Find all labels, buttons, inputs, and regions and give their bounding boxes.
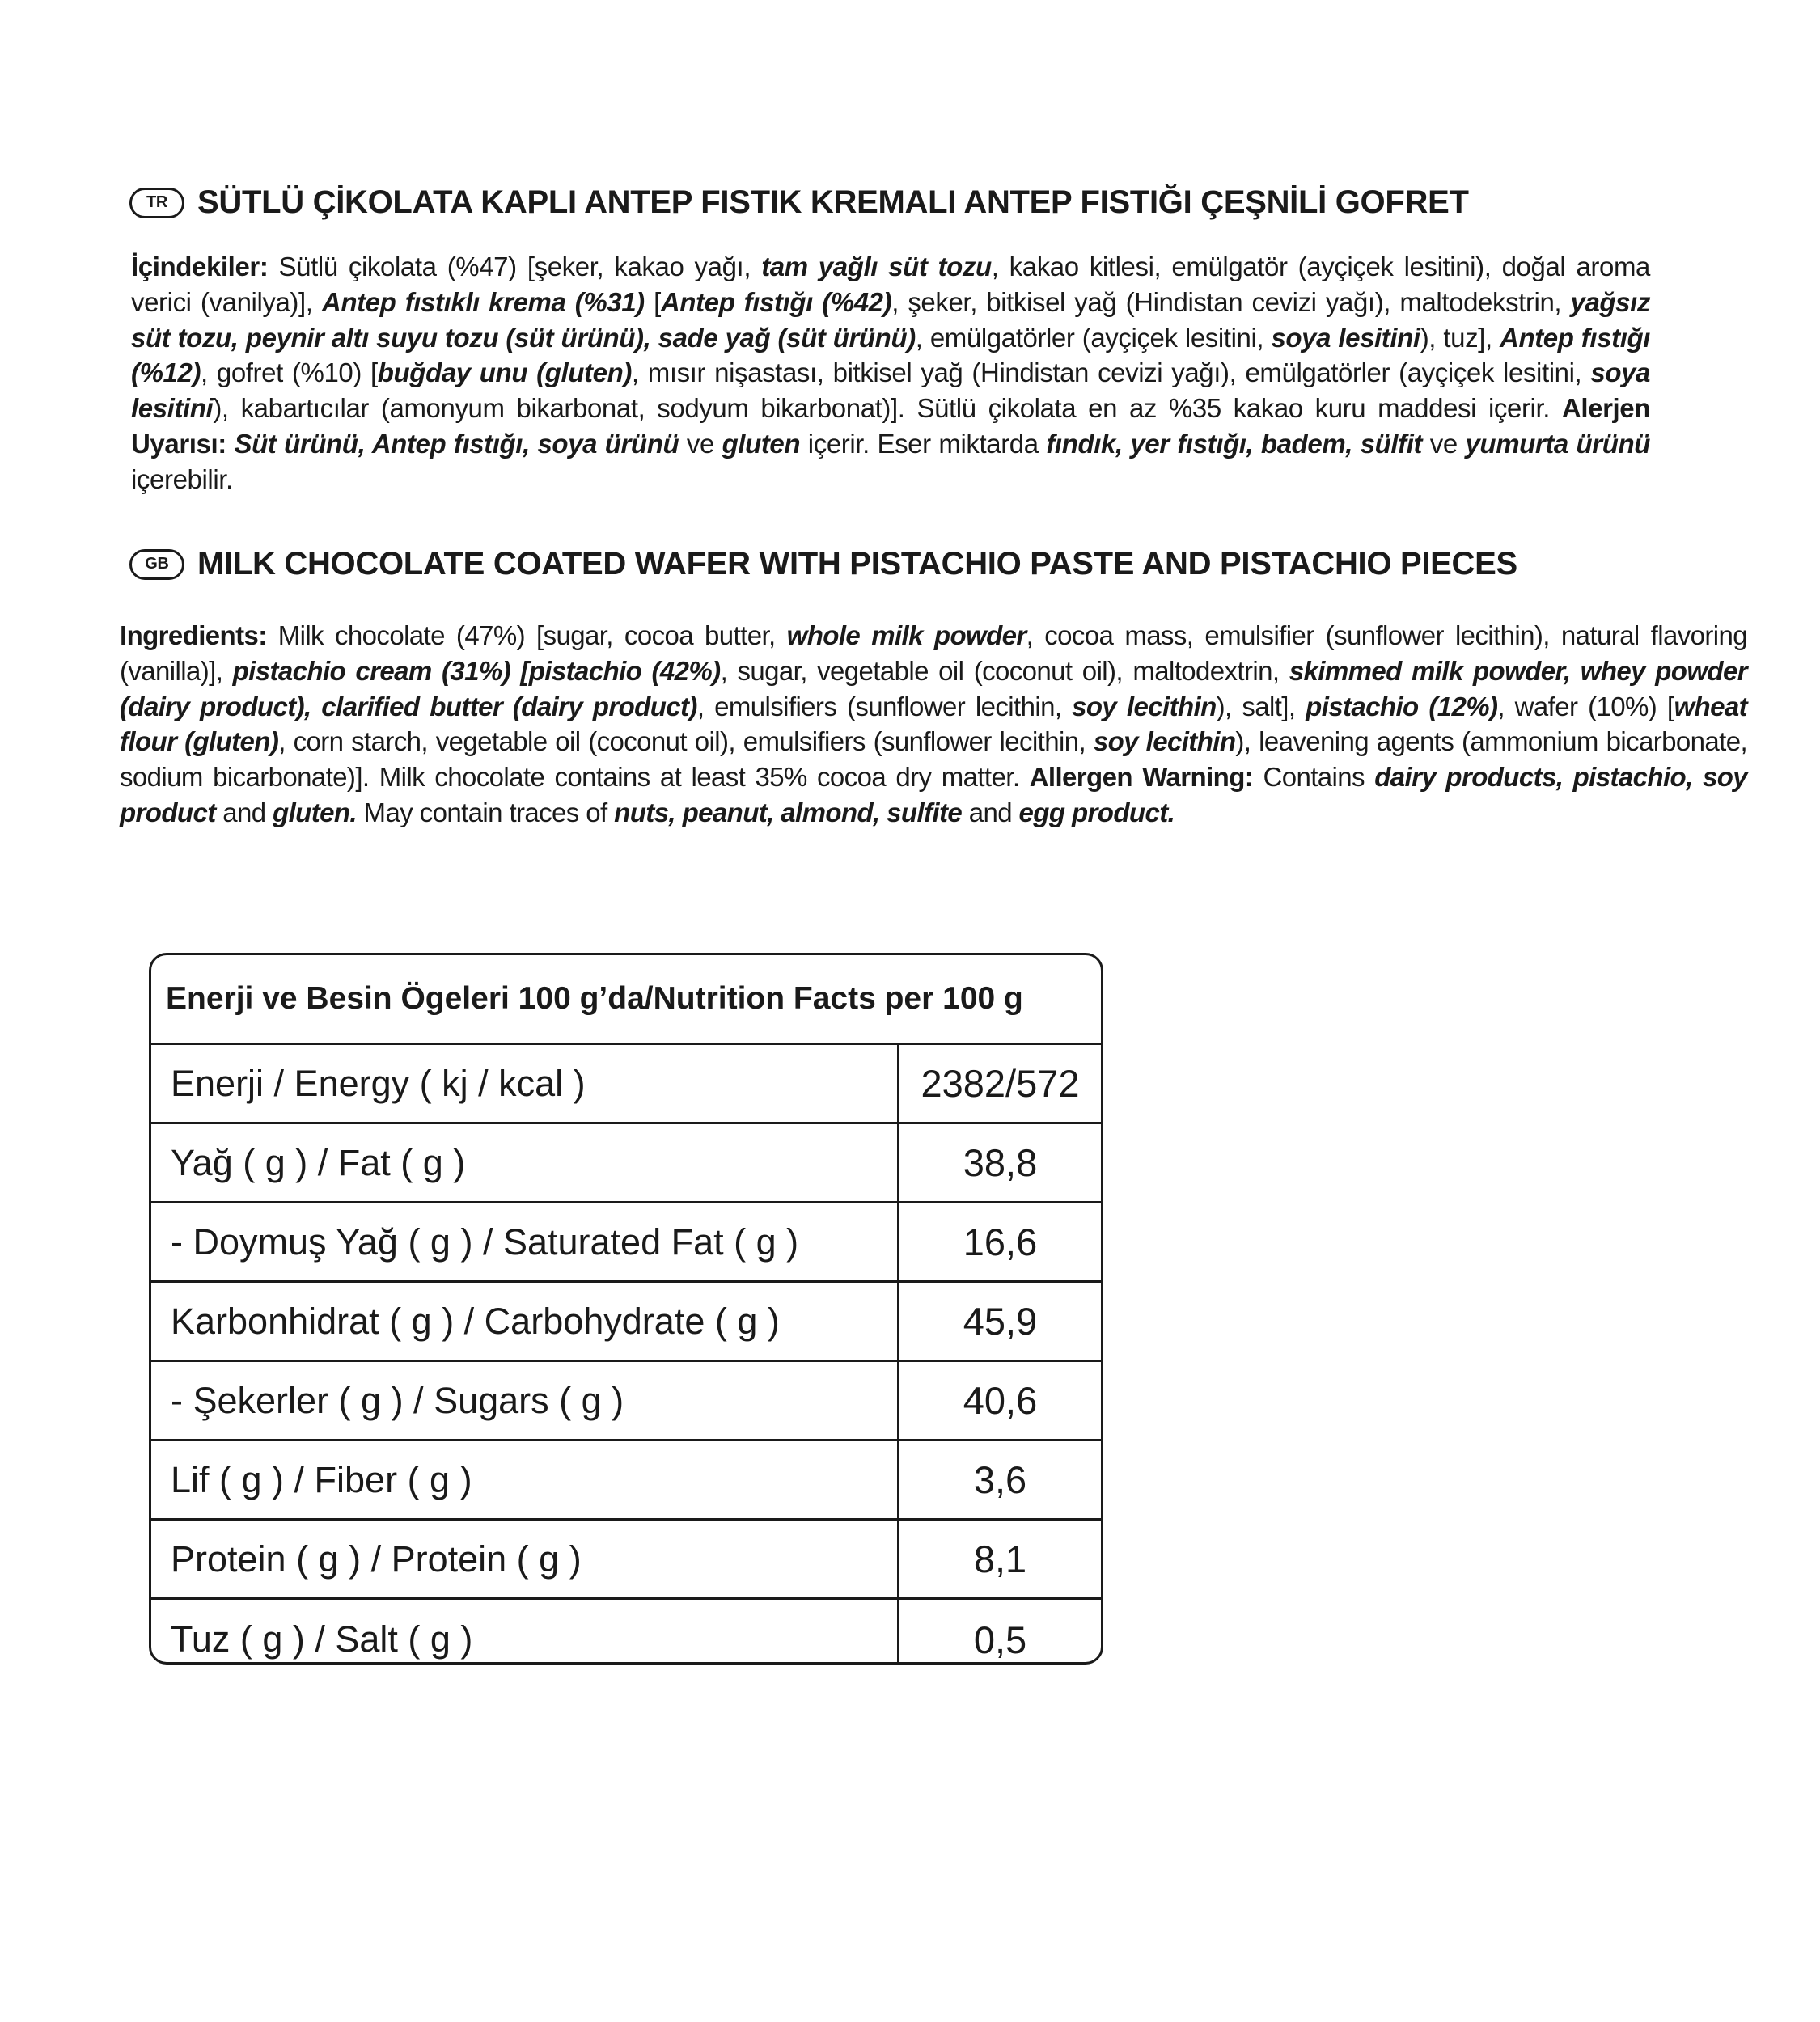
tr-ingredient-segment: , emülgatörler (ayçiçek lesitini, <box>915 322 1272 353</box>
nutrition-row <box>151 1521 1101 1600</box>
nutrition-value: 45,9 <box>963 1300 1038 1343</box>
tr-ingredient-segment: soya lesitini <box>1271 322 1420 353</box>
tr-ingredient-segment: Süt ürünü, Antep fıstığı, soya ürünü <box>234 428 679 459</box>
tr-ingredients-paragraph <box>131 249 1650 497</box>
gb-ingredient-segment: ), salt], <box>1216 691 1306 721</box>
gb-ingredient-segment: pistachio (12%) <box>1306 691 1498 721</box>
tr-ingredient-segment: yağsız süt tozu, peynir altı suyu tozu (süt ürünü), sade yağ (süt ürünü) <box>131 286 1651 353</box>
nutrition-label: Enerji / Energy ( kj / kcal ) <box>151 1045 899 1122</box>
nutrition-value: 2382/572 <box>921 1062 1080 1105</box>
tr-ingredient-segment: içerir. Eser miktarda <box>800 428 1047 459</box>
tr-ingredient-segment: ), kabartıcılar (amonyum bikarbonat, sodyum bikarbonat)]. Sütlü çikolata en az %35 kakao kuru maddesi içerir. <box>213 393 1562 424</box>
nutrition-row <box>151 1045 1101 1124</box>
gb-ingredient-segment: , cocoa mass, emulsifier (sunflower lecithin), natural flavoring (vanilla)], <box>120 620 1747 686</box>
nutrition-label: Yağ ( g ) / Fat ( g ) <box>151 1124 899 1201</box>
tr-ingredient-segment: İçindekiler: <box>131 252 269 281</box>
tr-ingredient-segment: tam yağlı süt tozu <box>761 252 992 281</box>
gb-ingredient-segment: Milk chocolate (47%) [sugar, cocoa butter, <box>266 620 787 650</box>
gb-ingredient-segment: egg product. <box>1018 797 1175 827</box>
gb-ingredients-paragraph <box>120 618 1747 831</box>
gb-ingredient-segment: Ingredients: <box>120 620 267 650</box>
gb-ingredient-segment: ), leavening agents (ammonium bicarbonate, sodium bicarbonate)]. Milk chocolate contains at least 35% cocoa dry matter. <box>120 726 1748 793</box>
tr-ingredient-segment <box>226 429 235 459</box>
tr-ingredient-segment: , şeker, bitkisel yağ (Hindistan cevizi yağı), maltodekstrin, <box>891 286 1571 317</box>
tr-ingredient-segment: Antep fıstığı (%42) <box>660 286 892 317</box>
gb-flag-badge: GB <box>129 549 184 580</box>
nutrition-row <box>151 1124 1101 1203</box>
gb-ingredient-segment: , sugar, vegetable oil (coconut oil), maltodextrin, <box>720 655 1289 686</box>
gb-ingredient-segment: soy lecithin <box>1093 726 1236 757</box>
tr-ingredient-segment: fındık, yer fıstığı, badem, sülfit <box>1046 428 1423 459</box>
tr-ingredient-segment: içerebilir. <box>131 463 233 494</box>
nutrition-table <box>149 953 1103 1665</box>
tr-ingredient-segment: Alerjen Uyarısı: <box>131 393 1650 459</box>
nutrition-row <box>151 1283 1101 1362</box>
nutrition-label: Tuz ( g ) / Salt ( g ) <box>151 1600 899 1665</box>
tr-flag-badge: TR <box>129 188 184 218</box>
gb-ingredient-segment: and <box>962 797 1019 827</box>
tr-ingredient-segment: ), tuz], <box>1420 322 1500 353</box>
tr-ingredient-segment: Antep fıstıklı krema (%31) <box>321 286 645 317</box>
tr-ingredient-segment: Antep fıstığı (%12) <box>131 322 1650 388</box>
nutrition-label: - Şekerler ( g ) / Sugars ( g ) <box>151 1362 899 1439</box>
nutrition-row <box>151 1600 1101 1665</box>
tr-ingredient-segment: yumurta ürünü <box>1465 428 1650 459</box>
gb-ingredient-segment: pistachio cream (31%) [pistachio (42%) <box>232 655 721 686</box>
tr-ingredient-segment: ve <box>1422 428 1466 459</box>
tr-ingredient-segment: , gofret (%10) [ <box>201 357 378 388</box>
nutrition-table-header: Enerji ve Besin Ögeleri 100 g’da/Nutrition Facts per 100 g <box>151 955 1101 1045</box>
gb-ingredient-segment: , wafer (10%) [ <box>1497 691 1674 721</box>
tr-ingredient-segment: , kakao kitlesi, emülgatör (ayçiçek lesitini), doğal aroma verici (vanilya)], <box>131 252 1650 317</box>
nutrition-table-body <box>151 1045 1101 1665</box>
nutrition-label: Protein ( g ) / Protein ( g ) <box>151 1521 899 1597</box>
nutrition-value: 38,8 <box>963 1141 1038 1184</box>
gb-ingredient-segment: , emulsifiers (sunflower lecithin, <box>696 691 1073 721</box>
tr-ingredient-segment: soya lesitini <box>131 357 1651 424</box>
tr-product-title: SÜTLÜ ÇİKOLATA KAPLI ANTEP FISTIK KREMALI ANTEP FISTIĞI ÇEŞNİLİ GOFRET <box>197 184 1469 220</box>
gb-ingredient-segment: Allergen Warning: <box>1029 762 1254 793</box>
nutrition-row <box>151 1362 1101 1441</box>
nutrition-value: 16,6 <box>963 1220 1038 1263</box>
gb-ingredient-segment: and <box>215 797 273 827</box>
nutrition-value: 0,5 <box>973 1618 1027 1661</box>
gb-ingredient-segment: skimmed milk powder, whey powder (dairy product), clarified butter (dairy product) <box>120 655 1747 721</box>
gb-ingredient-segment: soy lecithin <box>1072 691 1217 721</box>
gb-ingredient-segment: wheat flour (gluten) <box>120 691 1747 757</box>
gb-ingredient-segment: whole milk powder <box>786 620 1026 650</box>
gb-ingredient-segment: Contains <box>1253 762 1375 793</box>
tr-ingredient-segment: buğday unu (gluten) <box>377 357 632 388</box>
gb-ingredient-segment: dairy products, pistachio, soy product <box>120 762 1748 827</box>
nutrition-row <box>151 1203 1101 1283</box>
tr-ingredient-segment: Sütlü çikolata (%47) [şeker, kakao yağı, <box>268 252 762 281</box>
nutrition-row <box>151 1441 1101 1521</box>
tr-ingredient-segment: [ <box>644 286 661 317</box>
nutrition-label: Lif ( g ) / Fiber ( g ) <box>151 1441 899 1518</box>
tr-ingredient-segment: , mısır nişastası, bitkisel yağ (Hindistan cevizi yağı), emülgatörler (ayçiçek lesitini, <box>631 357 1591 388</box>
gb-ingredient-segment: , corn starch, vegetable oil (coconut oil), emulsifiers (sunflower lecithin, <box>278 726 1094 757</box>
gb-ingredient-segment: May contain traces of <box>356 797 615 827</box>
gb-section-title <box>129 546 1517 582</box>
tr-ingredient-segment: gluten <box>722 428 801 459</box>
tr-section-title <box>129 184 1469 221</box>
tr-ingredient-segment: ve <box>679 428 722 459</box>
nutrition-label: Karbonhidrat ( g ) / Carbohydrate ( g ) <box>151 1283 899 1360</box>
gb-product-title: MILK CHOCOLATE COATED WAFER WITH PISTACHIO PASTE AND PISTACHIO PIECES <box>197 546 1517 582</box>
nutrition-value: 3,6 <box>973 1458 1027 1501</box>
nutrition-label: - Doymuş Yağ ( g ) / Saturated Fat ( g ) <box>151 1203 899 1280</box>
gb-ingredient-segment: nuts, peanut, almond, sulfite <box>614 797 963 827</box>
nutrition-value: 8,1 <box>973 1538 1027 1580</box>
gb-ingredient-segment: gluten. <box>273 797 357 827</box>
nutrition-value: 40,6 <box>963 1379 1038 1422</box>
